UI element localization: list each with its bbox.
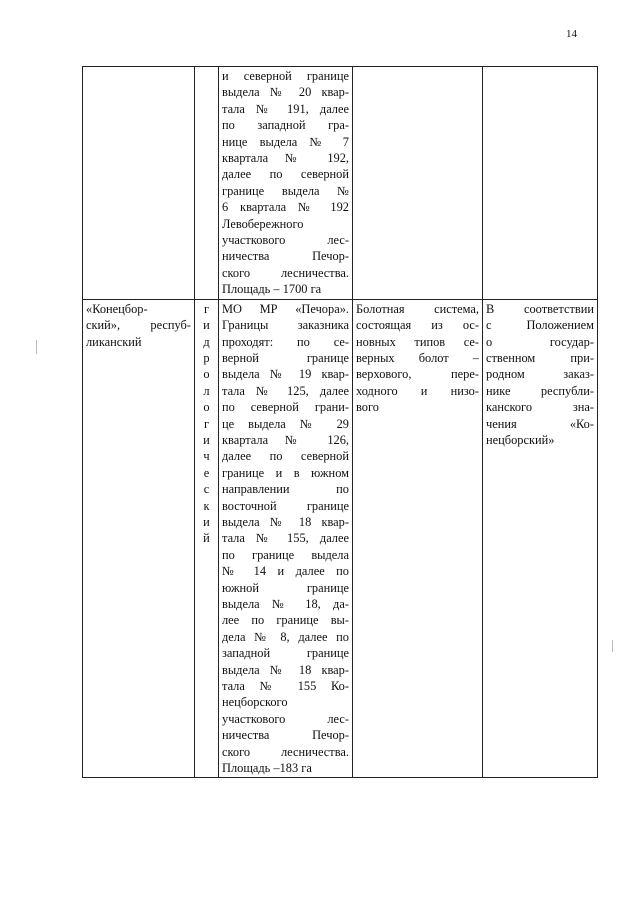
text-line: верной границе — [222, 350, 349, 365]
boundary-cell — [219, 299, 353, 778]
text-line: проходят: по се- — [222, 334, 349, 349]
text-line: Площадь – 1700 га — [222, 282, 322, 297]
text-line: чения «Ко- — [486, 416, 594, 431]
text-line: 6 квартала № 192 — [222, 200, 349, 215]
text-line: нецборский» — [486, 432, 555, 447]
text-line: южной границе — [222, 580, 349, 595]
basis-cell — [483, 67, 598, 300]
text-line: границе выдела № — [222, 183, 349, 198]
text-line: участкового лес- — [222, 233, 349, 248]
text-line: Болотная система, — [356, 301, 479, 316]
profile-letter: р — [203, 350, 210, 365]
reserves-table — [82, 66, 598, 778]
text-line: Границы заказника — [222, 318, 349, 333]
scan-mark — [612, 640, 613, 652]
text-line: нице выдела № 7 — [222, 134, 349, 149]
text-line: ничества Печор- — [222, 249, 349, 264]
profile-letter: и — [203, 514, 210, 529]
text-line: Площадь –183 га — [222, 761, 312, 776]
text-line: по северной грани- — [222, 400, 349, 415]
text-line: нецборского — [222, 695, 288, 710]
text-line: ский», респуб- — [86, 318, 191, 333]
profile-letter: и — [203, 318, 210, 333]
text-line: выдела № 18, да- — [222, 597, 349, 611]
profile-letter: д — [203, 334, 210, 349]
text-line: ского лесничества. — [222, 265, 349, 280]
boundary-text — [222, 68, 349, 298]
text-line: квартала № 192, — [222, 151, 349, 166]
profile-text-vertical — [198, 301, 215, 547]
text-line: ликанский — [86, 334, 142, 349]
reserve-name-cell — [83, 299, 195, 778]
basis-text — [486, 301, 594, 449]
text-line: верхового, пере- — [356, 367, 479, 382]
text-line: с Положением — [486, 318, 594, 333]
text-line: участкового лес- — [222, 711, 349, 726]
description-cell — [353, 67, 483, 300]
text-line: выдела № 19 квар- — [222, 367, 349, 382]
text-line: о государ- — [486, 334, 594, 349]
text-line: ственном при- — [486, 350, 594, 365]
boundary-text — [222, 301, 349, 777]
text-line: «Конецбор- — [86, 301, 148, 316]
text-line: родном заказ- — [486, 367, 594, 382]
profile-cell — [195, 67, 219, 300]
text-line: В соответствии — [486, 301, 594, 316]
text-line: по границе выдела — [222, 547, 349, 562]
text-line: Левобережного — [222, 216, 304, 231]
text-line: ничества Печор- — [222, 728, 349, 743]
text-line: направлении по — [222, 482, 349, 497]
profile-letter: й — [203, 531, 210, 546]
text-line: верных болот – — [356, 350, 479, 365]
reserve-name-text — [86, 301, 191, 350]
profile-letter: е — [203, 465, 210, 480]
text-line: тала № 155, далее — [222, 531, 349, 546]
text-line: канского зна- — [486, 400, 594, 415]
text-line: далее по северной — [222, 449, 349, 464]
text-line: № 14 и далее по — [222, 564, 349, 579]
profile-letter: о — [203, 400, 210, 415]
description-text — [356, 301, 479, 416]
text-line: МО МР «Печора». — [222, 301, 349, 316]
text-line: тала № 155 Ко- — [222, 679, 349, 694]
profile-letter: к — [203, 498, 210, 513]
table-row — [83, 67, 598, 300]
table-row — [83, 299, 598, 778]
profile-letter: о — [203, 367, 210, 382]
text-line: далее по северной — [222, 167, 349, 182]
text-line: восточной границе — [222, 498, 349, 513]
profile-letter: ч — [203, 449, 210, 464]
page-number: 14 — [566, 28, 577, 40]
profile-letter: и — [203, 432, 210, 447]
profile-letter: с — [203, 482, 210, 497]
reserve-name-cell — [83, 67, 195, 300]
text-line: новных типов се- — [356, 334, 479, 349]
text-line: западной границе — [222, 646, 349, 661]
text-line: выдела № 20 квар- — [222, 85, 349, 100]
text-line: и северной границе — [222, 69, 349, 83]
text-line: дела № 8, далее по — [222, 629, 349, 644]
text-line: ского лесничества. — [222, 744, 349, 759]
text-line: по западной гра- — [222, 118, 349, 133]
profile-letter: г — [203, 301, 210, 316]
text-line: выдела № 18 квар- — [222, 662, 349, 677]
profile-cell — [195, 299, 219, 778]
basis-cell — [483, 299, 598, 778]
text-line: нике республи- — [486, 383, 594, 398]
profile-letter: л — [203, 383, 210, 398]
text-line: квартала № 126, — [222, 432, 349, 447]
text-line: тала № 125, далее — [222, 383, 349, 398]
text-line: границе и в южном — [222, 465, 349, 480]
description-cell — [353, 299, 483, 778]
text-line: це выдела № 29 — [222, 416, 349, 431]
boundary-cell — [219, 67, 353, 300]
profile-letter: г — [203, 416, 210, 431]
text-line: состоящая из ос- — [356, 318, 479, 333]
scan-mark — [36, 340, 37, 354]
text-line: ходного и низо- — [356, 383, 479, 398]
text-line: выдела № 18 квар- — [222, 514, 349, 529]
text-line: лее по границе вы- — [222, 613, 349, 628]
text-line: тала № 191, далее — [222, 101, 349, 116]
text-line: вого — [356, 400, 379, 415]
